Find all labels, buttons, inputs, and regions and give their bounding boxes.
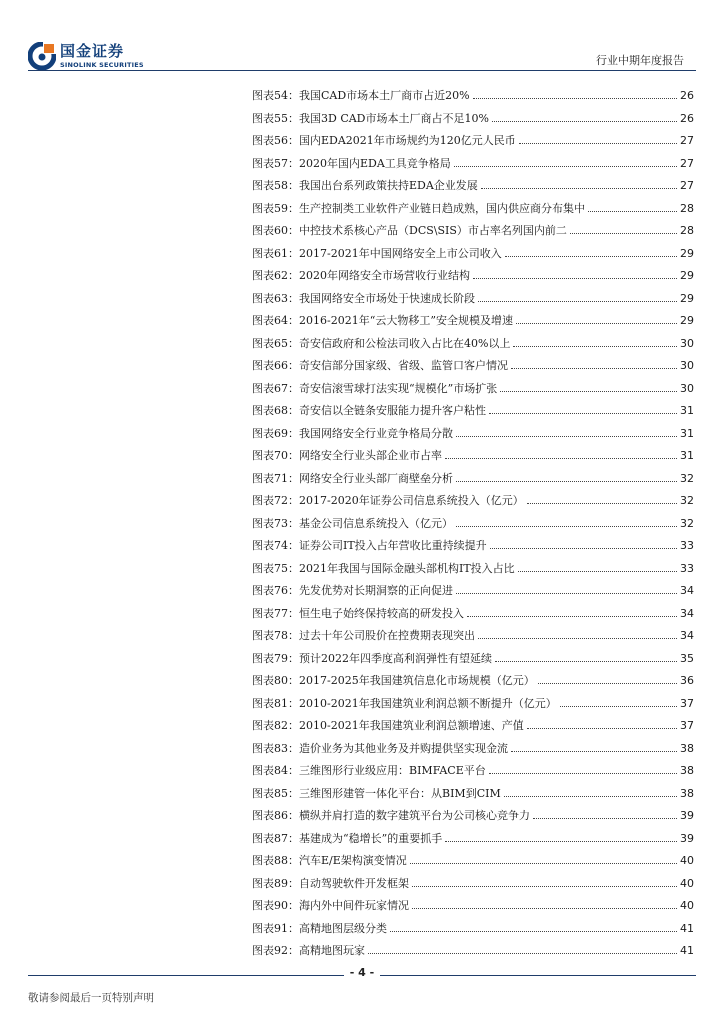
page-ref: 28 <box>680 201 694 215</box>
dot-leader <box>478 638 677 639</box>
figure-label: 图表89： <box>252 876 299 890</box>
figure-index-list <box>252 87 694 965</box>
figure-title: 我国CAD市场本土厂商市占近20% <box>299 89 470 102</box>
dot-leader <box>445 458 677 459</box>
toc-entry[interactable] <box>252 155 694 178</box>
page-ref: 27 <box>680 156 694 170</box>
figure-title: 我国出台系列政策扶持EDA企业发展 <box>299 179 478 192</box>
figure-title: 我国网络安全行业竞争格局分散 <box>299 426 453 440</box>
dot-leader <box>467 616 677 617</box>
toc-entry[interactable] <box>252 200 694 223</box>
toc-entry[interactable] <box>252 470 694 493</box>
toc-entry[interactable] <box>252 177 694 200</box>
figure-label: 图表85： <box>252 786 299 800</box>
figure-label: 图表61： <box>252 246 299 260</box>
dot-leader <box>456 481 677 482</box>
page-ref: 39 <box>680 809 694 822</box>
report-type-label: 行业中期年度报告 <box>596 54 684 67</box>
page-ref: 37 <box>680 719 694 732</box>
figure-title: 2010-2021年我国建筑业利润总额增速、产值 <box>299 719 524 732</box>
figure-label: 图表90： <box>252 899 299 912</box>
toc-entry[interactable] <box>252 245 694 268</box>
dot-leader <box>513 346 677 347</box>
dot-leader <box>527 503 677 504</box>
dot-leader <box>456 593 677 594</box>
toc-entry[interactable] <box>252 425 694 448</box>
figure-label: 图表59： <box>252 201 299 215</box>
figure-label: 图表54： <box>252 89 299 102</box>
figure-label: 图表86： <box>252 809 299 822</box>
dot-leader <box>456 526 677 527</box>
figure-title: 国内EDA2021年市场规约为120亿元人民币 <box>299 134 516 147</box>
page-ref: 32 <box>680 516 694 530</box>
page-header <box>0 0 724 80</box>
page-ref: 36 <box>680 674 694 687</box>
figure-label: 图表84： <box>252 764 299 777</box>
figure-label: 图表64： <box>252 314 299 327</box>
sinolink-logo-icon <box>28 42 56 70</box>
page-ref: 33 <box>680 561 694 575</box>
toc-entry[interactable] <box>252 312 694 335</box>
figure-title: 证券公司IT投入占年营收比重持续提升 <box>299 539 487 552</box>
page-ref: 35 <box>680 651 694 665</box>
figure-title: 自动驾驶软件开发框架 <box>299 876 409 890</box>
figure-title: 2017-2021年中国网络安全上市公司收入 <box>299 246 502 260</box>
figure-title: 基建成为“稳增长”的重要抓手 <box>299 831 443 845</box>
toc-entry[interactable] <box>252 267 694 290</box>
toc-entry[interactable] <box>252 785 694 808</box>
page-ref: 29 <box>680 246 694 260</box>
figure-label: 图表81： <box>252 696 299 710</box>
figure-title: 生产控制类工业软件产业链日趋成熟，国内供应商分布集中 <box>299 201 585 215</box>
figure-label: 图表87： <box>252 831 299 845</box>
figure-title: 奇安信以全链条安服能力提升客户粘性 <box>299 404 486 417</box>
page-ref: 37 <box>680 696 694 710</box>
toc-entry[interactable] <box>252 290 694 313</box>
page-ref: 38 <box>680 741 694 755</box>
page-ref: 40 <box>680 899 694 912</box>
figure-title: 高精地图层级分类 <box>299 921 387 935</box>
figure-label: 图表55： <box>252 111 299 125</box>
toc-entry[interactable] <box>252 695 694 718</box>
page-ref: 31 <box>680 426 694 440</box>
page-number-text: - 4 - <box>344 966 380 979</box>
figure-label: 图表69： <box>252 426 299 440</box>
dot-leader <box>368 953 677 954</box>
figure-title: 高精地图玩家 <box>299 944 365 957</box>
dot-leader <box>533 818 677 819</box>
figure-label: 图表74： <box>252 539 299 552</box>
figure-title: 三维图形建管一体化平台：从BIM到CIM <box>299 786 501 800</box>
toc-entry[interactable] <box>252 492 694 515</box>
dot-leader <box>489 413 677 414</box>
figure-title: 我国网络安全市场处于快速成长阶段 <box>299 291 475 305</box>
figure-label: 图表72： <box>252 494 299 507</box>
dot-leader <box>570 233 677 234</box>
page-ref: 39 <box>680 831 694 845</box>
page-ref: 32 <box>680 471 694 485</box>
figure-label: 图表76： <box>252 584 299 597</box>
toc-entry[interactable] <box>252 762 694 785</box>
figure-label: 图表58： <box>252 179 299 192</box>
page-ref: 29 <box>680 314 694 327</box>
page-ref: 29 <box>680 269 694 282</box>
disclaimer-note: 敬请参阅最后一页特别声明 <box>28 992 154 1004</box>
logo-chinese-name: 国金证券 <box>60 42 125 60</box>
figure-title: 过去十年公司股价在控费期表现突出 <box>299 629 475 642</box>
dot-leader <box>412 886 677 887</box>
toc-entry[interactable] <box>252 830 694 853</box>
page-ref: 31 <box>680 404 694 417</box>
page-ref: 34 <box>680 606 694 620</box>
figure-title: 2016-2021年“云大物移工”安全规模及增速 <box>299 314 513 327</box>
page-ref: 27 <box>680 179 694 192</box>
dot-leader <box>527 728 677 729</box>
dot-leader <box>518 571 677 572</box>
figure-label: 图表71： <box>252 471 299 485</box>
figure-label: 图表70： <box>252 449 299 462</box>
toc-entry[interactable] <box>252 920 694 943</box>
logo-english-name: SINOLINK SECURITIES <box>60 61 144 69</box>
figure-label: 图表56： <box>252 134 299 147</box>
page-ref: 26 <box>680 111 694 125</box>
toc-entry[interactable] <box>252 740 694 763</box>
figure-title: 我国3D CAD市场本土厂商占不足10% <box>299 111 489 125</box>
page-ref: 30 <box>680 359 694 372</box>
dot-leader <box>490 548 677 549</box>
dot-leader <box>492 121 677 122</box>
page-ref: 41 <box>680 921 694 935</box>
page-ref: 40 <box>680 876 694 890</box>
figure-title: 横纵并肩打造的数字建筑平台为公司核心竞争力 <box>299 809 530 822</box>
page-ref: 34 <box>680 629 694 642</box>
dot-leader <box>511 751 677 752</box>
dot-leader <box>516 323 677 324</box>
dot-leader <box>504 796 677 797</box>
page-ref: 32 <box>680 494 694 507</box>
dot-leader <box>473 278 677 279</box>
page-ref: 28 <box>680 224 694 237</box>
figure-title: 2017-2020年证券公司信息系统投入（亿元） <box>299 494 524 507</box>
toc-entry[interactable] <box>252 672 694 695</box>
figure-label: 图表83： <box>252 741 299 755</box>
figure-label: 图表65： <box>252 336 299 350</box>
toc-entry[interactable] <box>252 560 694 583</box>
figure-title: 海内外中间件玩家情况 <box>299 899 409 912</box>
figure-title: 奇安信政府和公检法司收入占比在40%以上 <box>299 336 511 350</box>
page-ref: 38 <box>680 764 694 777</box>
figure-title: 2020年网络安全市场营收行业结构 <box>299 269 470 282</box>
toc-entry[interactable] <box>252 402 694 425</box>
page-ref: 29 <box>680 291 694 305</box>
figure-title: 先发优势对长期洞察的正向促进 <box>299 584 453 597</box>
figure-title: 恒生电子始终保持较高的研发投入 <box>299 606 464 620</box>
figure-title: 基金公司信息系统投入（亿元） <box>299 516 453 530</box>
page-ref: 30 <box>680 336 694 350</box>
figure-title: 三维图形行业级应用：BIMFACE平台 <box>299 764 486 777</box>
dot-leader <box>412 908 677 909</box>
figure-title: 奇安信滚雪球打法实现“规模化”市场扩张 <box>299 381 498 395</box>
page-ref: 30 <box>680 381 694 395</box>
dot-leader <box>500 391 677 392</box>
figure-title: 中控技术系核心产品（DCS\SIS）市占率名列国内前二 <box>299 224 567 237</box>
figure-label: 图表75： <box>252 561 299 575</box>
page-number <box>0 966 724 979</box>
toc-entry[interactable] <box>252 650 694 673</box>
toc-entry[interactable] <box>252 942 694 965</box>
toc-entry[interactable] <box>252 897 694 920</box>
figure-title: 汽车E/E架构演变情况 <box>299 854 407 867</box>
figure-label: 图表78： <box>252 629 299 642</box>
figure-title: 网络安全行业头部厂商壁垒分析 <box>299 471 453 485</box>
toc-entry[interactable] <box>252 222 694 245</box>
dot-leader <box>588 211 677 212</box>
toc-entry[interactable] <box>252 87 694 110</box>
page-ref: 34 <box>680 584 694 597</box>
figure-label: 图表68： <box>252 404 299 417</box>
page-ref: 33 <box>680 539 694 552</box>
toc-entry[interactable] <box>252 357 694 380</box>
figure-label: 图表67： <box>252 381 299 395</box>
figure-label: 图表73： <box>252 516 299 530</box>
dot-leader <box>456 436 677 437</box>
page-ref: 41 <box>680 944 694 957</box>
dot-leader <box>454 166 677 167</box>
figure-label: 图表66： <box>252 359 299 372</box>
figure-title: 造价业务为其他业务及并购提供坚实现金流 <box>299 741 508 755</box>
toc-entry[interactable] <box>252 852 694 875</box>
dot-leader <box>489 773 677 774</box>
figure-title: 2017-2025年我国建筑信息化市场规模（亿元） <box>299 674 535 687</box>
dot-leader <box>390 931 677 932</box>
dot-leader <box>519 143 677 144</box>
dot-leader <box>445 841 677 842</box>
dot-leader <box>478 301 677 302</box>
figure-label: 图表63： <box>252 291 299 305</box>
figure-label: 图表62： <box>252 269 299 282</box>
figure-label: 图表82： <box>252 719 299 732</box>
toc-entry[interactable] <box>252 335 694 358</box>
figure-label: 图表80： <box>252 674 299 687</box>
figure-label: 图表60： <box>252 224 299 237</box>
page-ref: 38 <box>680 786 694 800</box>
figure-label: 图表77： <box>252 606 299 620</box>
toc-entry[interactable] <box>252 807 694 830</box>
toc-entry[interactable] <box>252 582 694 605</box>
dot-leader <box>505 256 677 257</box>
dot-leader <box>511 368 677 369</box>
toc-entry[interactable] <box>252 537 694 560</box>
page-ref: 31 <box>680 449 694 462</box>
figure-title: 2010-2021年我国建筑业利润总额不断提升（亿元） <box>299 696 557 710</box>
toc-entry[interactable] <box>252 515 694 538</box>
dot-leader <box>538 683 677 684</box>
figure-title: 2020年国内EDA工具竞争格局 <box>299 156 451 170</box>
toc-entry[interactable] <box>252 132 694 155</box>
figure-title: 网络安全行业头部企业市占率 <box>299 449 442 462</box>
toc-entry[interactable] <box>252 875 694 898</box>
figure-label: 图表57： <box>252 156 299 170</box>
figure-label: 图表88： <box>252 854 299 867</box>
toc-entry[interactable] <box>252 110 694 133</box>
company-logo <box>28 42 158 70</box>
dot-leader <box>481 188 677 189</box>
figure-label: 图表91： <box>252 921 299 935</box>
figure-title: 预计2022年四季度高利润弹性有望延续 <box>299 651 492 665</box>
figure-title: 2021年我国与国际金融头部机构IT投入占比 <box>299 561 515 575</box>
dot-leader <box>560 706 677 707</box>
dot-leader <box>473 98 677 99</box>
toc-entry[interactable] <box>252 447 694 470</box>
figure-title: 奇安信部分国家级、省级、监管口客户情况 <box>299 359 508 372</box>
dot-leader <box>410 863 677 864</box>
toc-entry[interactable] <box>252 717 694 740</box>
dot-leader <box>495 661 677 662</box>
toc-entry[interactable] <box>252 627 694 650</box>
figure-label: 图表92： <box>252 944 299 957</box>
toc-entry[interactable] <box>252 380 694 403</box>
header-divider <box>28 70 696 71</box>
page-ref: 27 <box>680 134 694 147</box>
page-ref: 26 <box>680 89 694 102</box>
toc-entry[interactable] <box>252 605 694 628</box>
figure-label: 图表79： <box>252 651 299 665</box>
page-ref: 40 <box>680 854 694 867</box>
